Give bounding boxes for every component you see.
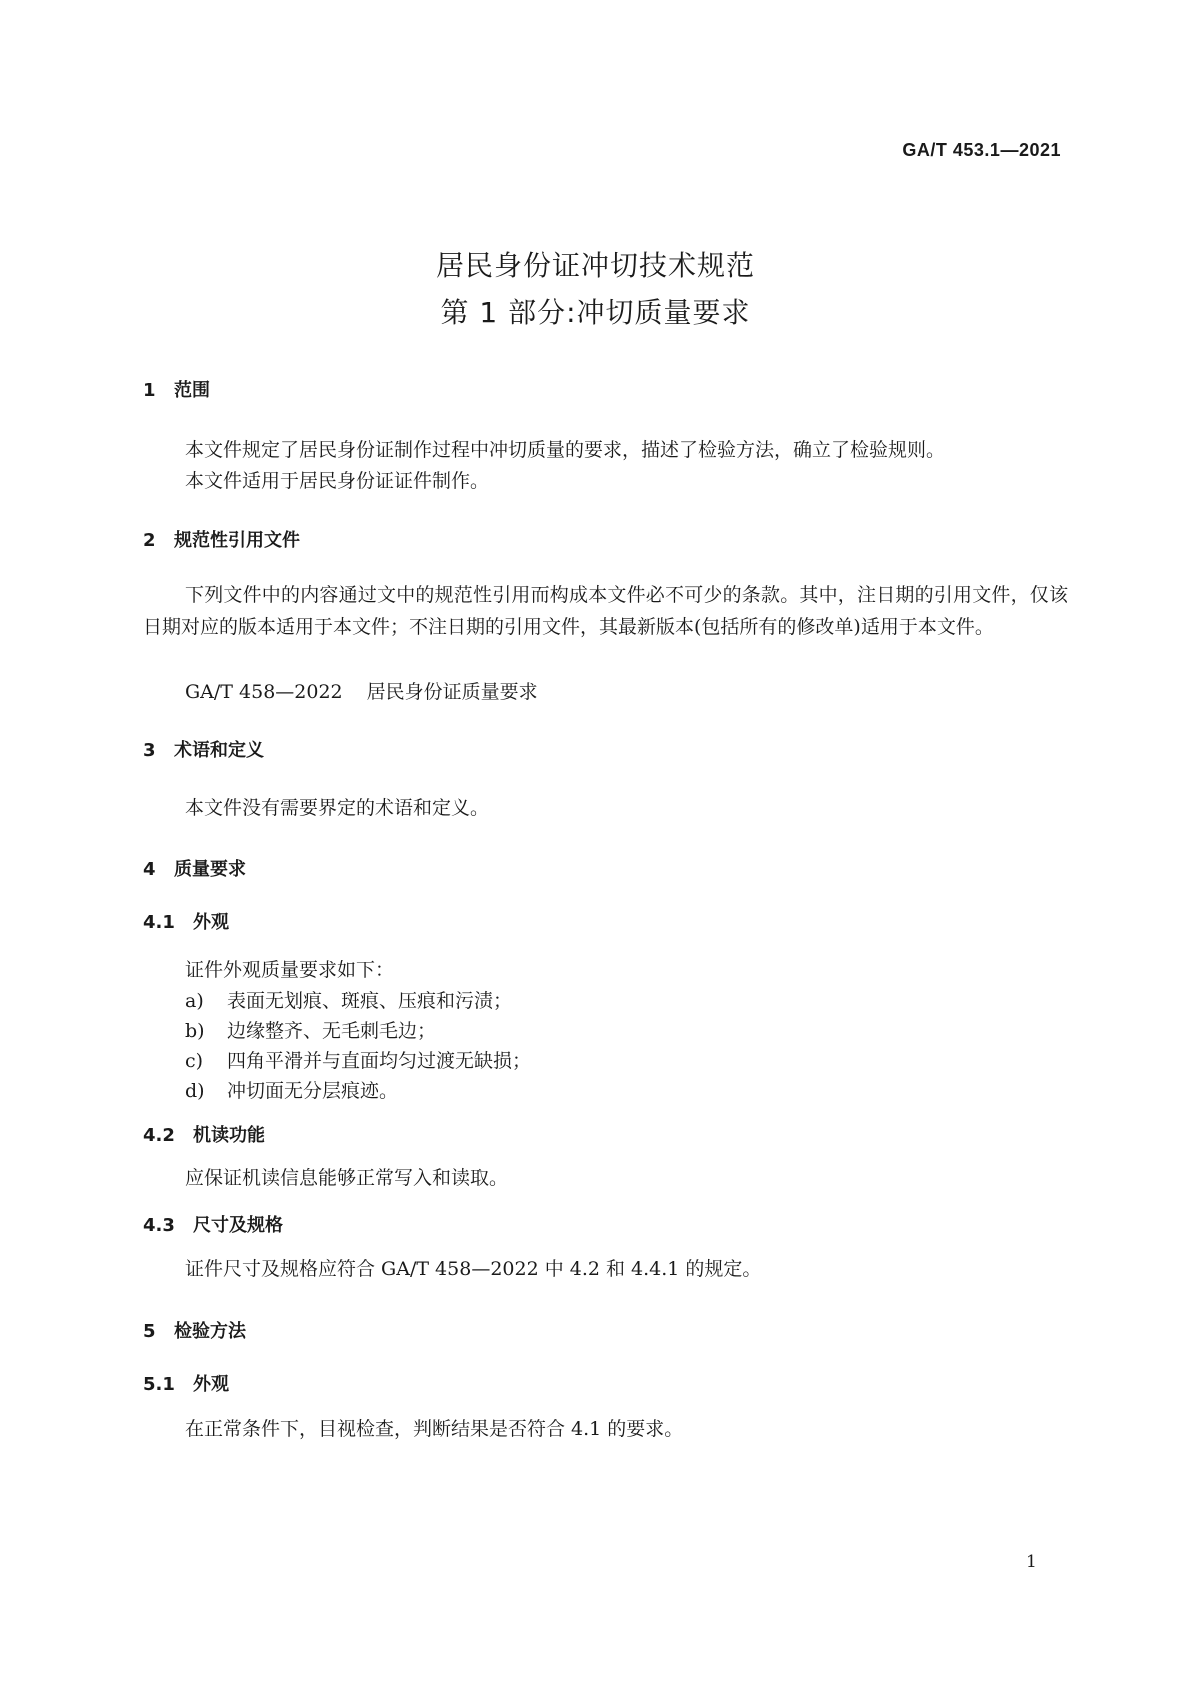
list-item [185, 1016, 436, 1043]
subsection-title: 外观 [193, 1374, 229, 1395]
section-heading-1 [143, 376, 210, 402]
list-item-text: 边缘整齐、无毛刺毛边； [227, 1020, 437, 1042]
document-code: GA/T 453.1—2021 [902, 140, 1061, 160]
list-item-text: 表面无划痕、斑痕、压痕和污渍； [227, 990, 513, 1012]
paragraph: 证件尺寸及规格应符合 GA/T 458—2022 中 4.2 和 4.4.1 的规定。 [185, 1258, 762, 1280]
section-title: 质量要求 [174, 859, 246, 880]
section-title: 范围 [174, 380, 210, 401]
paragraph: 应保证机读信息能够正常写入和读取。 [185, 1167, 509, 1189]
section-number: 4 [143, 859, 156, 880]
paragraph: 在正常条件下，目视检查，判断结果是否符合 4.1 的要求。 [185, 1418, 684, 1440]
section-number: 2 [143, 530, 156, 551]
document-title: 居民身份证冲切技术规范 [435, 249, 755, 282]
normative-reference [185, 677, 538, 704]
section-number: 1 [143, 380, 156, 401]
page-number: 1 [1026, 1552, 1037, 1572]
section-number: 3 [143, 740, 156, 761]
subsection-heading-5-1 [143, 1370, 229, 1396]
section-heading-4 [143, 855, 246, 881]
list-item-label: b) [185, 1020, 205, 1042]
subsection-number: 4.3 [143, 1215, 175, 1236]
subsection-heading-4-2 [143, 1121, 265, 1147]
section-heading-2 [143, 526, 300, 552]
section-title: 规范性引用文件 [174, 530, 300, 551]
subsection-title: 机读功能 [193, 1125, 265, 1146]
subsection-number: 5.1 [143, 1374, 175, 1395]
list-item-label: a) [185, 990, 204, 1012]
subsection-title: 尺寸及规格 [193, 1215, 283, 1236]
paragraph: 本文件适用于居民身份证证件制作。 [185, 470, 490, 492]
reference-title: 居民身份证质量要求 [366, 681, 538, 703]
list-item-text: 四角平滑并与直面均匀过渡无缺损； [227, 1050, 532, 1072]
subsection-title: 外观 [193, 912, 229, 933]
reference-code: GA/T 458—2022 [185, 681, 343, 703]
paragraph: 本文件没有需要界定的术语和定义。 [185, 797, 490, 819]
paragraph: 下列文件中的内容通过文中的规范性引用而构成本文件必不可少的条款。其中，注日期的引用文件，仅该日期对应的版本适用于本文件；不注日期的引用文件，其最新版本(包括所有的修改单)适用于本文件。 [143, 584, 1068, 638]
subsection-heading-4-3 [143, 1211, 283, 1237]
list-item [185, 1046, 531, 1073]
paragraph: 证件外观质量要求如下： [185, 959, 395, 981]
section-title: 检验方法 [174, 1321, 246, 1342]
subsection-number: 4.2 [143, 1125, 175, 1146]
section-number: 5 [143, 1321, 156, 1342]
paragraph: 本文件规定了居民身份证制作过程中冲切质量的要求，描述了检验方法，确立了检验规则。 [185, 439, 946, 461]
list-item-label: d) [185, 1080, 205, 1102]
subsection-number: 4.1 [143, 912, 175, 933]
subsection-heading-4-1 [143, 908, 229, 934]
list-item-text: 冲切面无分层痕迹。 [227, 1080, 399, 1102]
section-heading-3 [143, 736, 264, 762]
list-item-label: c) [185, 1050, 204, 1072]
section-title: 术语和定义 [174, 740, 264, 761]
section-heading-5 [143, 1317, 246, 1343]
list-item [185, 1076, 398, 1103]
document-subtitle: 第 1 部分:冲切质量要求 [440, 296, 751, 329]
list-item [185, 986, 512, 1013]
